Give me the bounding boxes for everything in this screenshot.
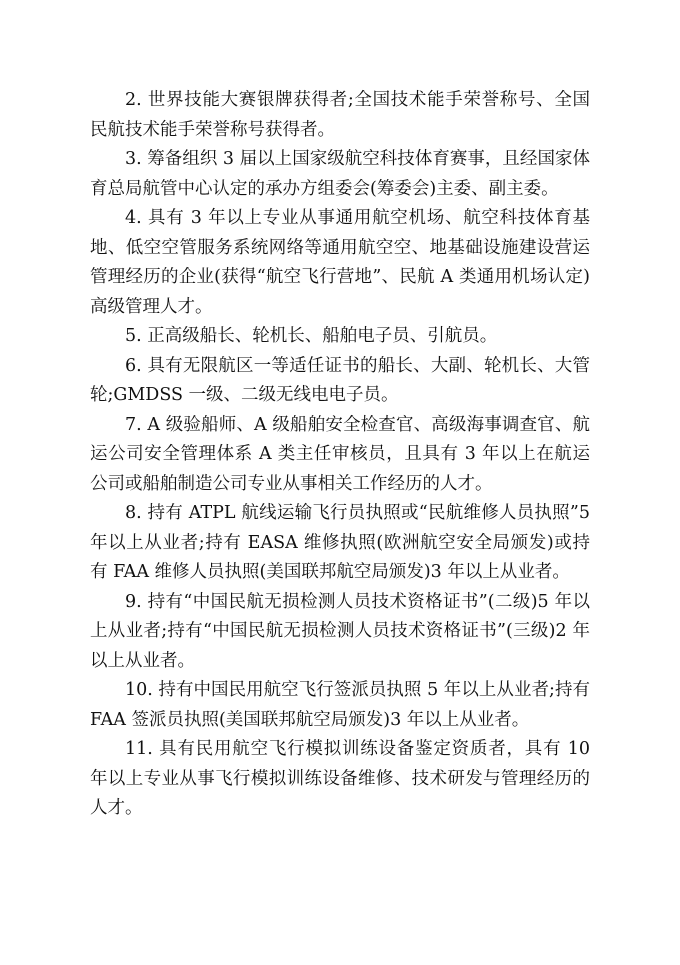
list-item-3: 3. 筹备组织 3 届以上国家级航空科技体育赛事，且经国家体育总局航管中心认定的承办方组委会(筹委会)主委、副主委。: [90, 149, 590, 199]
list-item-5: 5. 正高级船长、轮机长、船舶电子员、引航员。: [125, 326, 498, 346]
document-body: [90, 86, 590, 824]
list-item-4: 4. 具有 3 年以上专业从事通用航空机场、航空科技体育基地、低空空管服务系统网络等通用航空空、地基础设施建设营运管理经历的企业(获得“航空飞行营地”、民航 A 类通用机场认定)高级管理人才。: [90, 208, 590, 317]
list-item-8: 8. 持有 ATPL 航线运输飞行员执照或“民航维修人员执照”5 年以上从业者;持有 EASA 维修执照(欧洲航空安全局颁发)或持有 FAA 维修人员执照(美国联邦航空局颁发)3 年以上从业者。: [90, 503, 590, 582]
list-item-11: 11. 具有民用航空飞行模拟训练设备鉴定资质者，具有 10 年以上专业从事飞行模拟训练设备维修、技术研发与管理经历的人才。: [90, 739, 590, 818]
list-item-7: 7. A 级验船师、A 级船舶安全检查官、高级海事调查官、航运公司安全管理体系 A 类主任审核员，且具有 3 年以上在航运公司或船舶制造公司专业从事相关工作经历的人才。: [90, 414, 590, 494]
list-item-6: 6. 具有无限航区一等适任证书的船长、大副、轮机长、大管轮;GMDSS 一级、二级无线电电子员。: [90, 355, 590, 405]
list-item-10: 10. 持有中国民用航空飞行签派员执照 5 年以上从业者;持有 FAA 签派员执照(美国联邦航空局颁发)3 年以上从业者。: [90, 680, 590, 730]
list-item-2: 2. 世界技能大赛银牌获得者;全国技术能手荣誉称号、全国民航技术能手荣誉称号获得者。: [90, 90, 590, 140]
list-item-9: 9. 持有“中国民航无损检测人员技术资格证书”(二级)5 年以上从业者;持有“中国民航无损检测人员技术资格证书”(三级)2 年以上从业者。: [90, 591, 590, 671]
